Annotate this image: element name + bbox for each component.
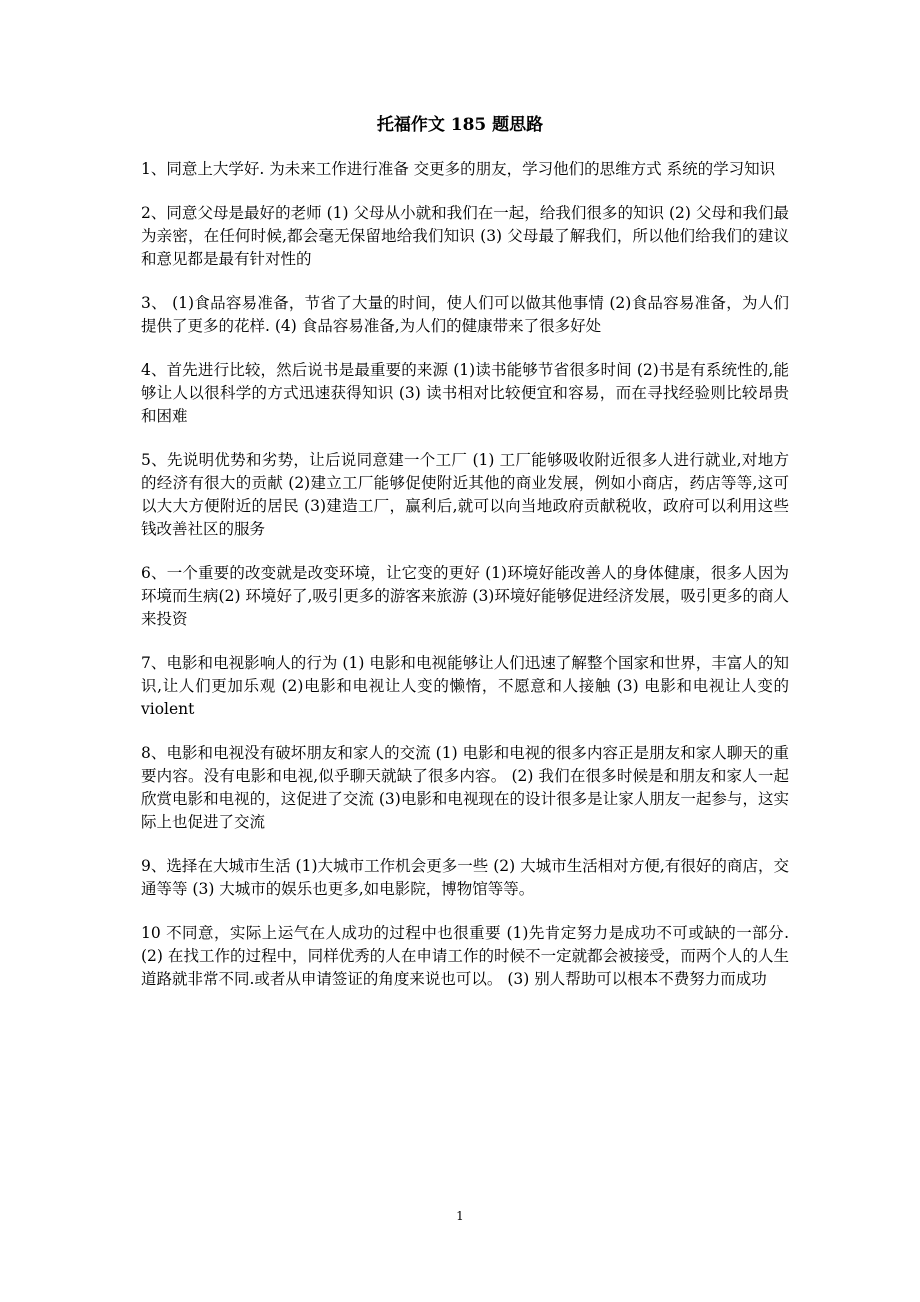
paragraph-4: 4、首先进行比较，然后说书是最重要的来源 (1)读书能够节省很多时间 (2)书是有系统性的,能够让人以很科学的方式迅速获得知识 (3) 读书相对比较便宜和容易，而在寻找经验则比较昂贵和困难 (141, 361, 789, 425)
document-body (141, 158, 789, 1012)
paragraph-10: 10 不同意，实际上运气在人成功的过程中也很重要 (1)先肯定努力是成功不可或缺的一部分. (2) 在找工作的过程中，同样优秀的人在申请工作的时候不一定就都会被接受，而两个人的人生道路就非常不同.或者从申请签证的角度来说也可以。 (3) 别人帮助可以根本不费努力而成功 (141, 924, 789, 988)
paragraph-8: 8、电影和电视没有破坏朋友和家人的交流 (1) 电影和电视的很多内容正是朋友和家人聊天的重要内容。没有电影和电视,似乎聊天就缺了很多内容。 (2) 我们在很多时候是和朋友和家人一起欣赏电影和电视的，这促进了交流 (3)电影和电视现在的设计很多是让家人朋友一起参与，这实际上也促进了交流 (141, 744, 789, 831)
paragraph-3: 3、 (1)食品容易准备，节省了大量的时间，使人们可以做其他事情 (2)食品容易准备，为人们提供了更多的花样. (4) 食品容易准备,为人们的健康带来了很多好处 (141, 294, 789, 335)
paragraph-9: 9、选择在大城市生活 (1)大城市工作机会更多一些 (2) 大城市生活相对方便,有很好的商店，交通等等 (3) 大城市的娱乐也更多,如电影院，博物馆等等。 (141, 857, 789, 898)
paragraph-6: 6、一个重要的改变就是改变环境，让它变的更好 (1)环境好能改善人的身体健康，很多人因为环境而生病(2) 环境好了,吸引更多的游客来旅游 (3)环境好能够促进经济发展，吸引更多的商人来投资 (141, 564, 789, 628)
paragraph-1: 1、同意上大学好. 为未来工作进行准备 交更多的朋友，学习他们的思维方式 系统的学习知识 (141, 160, 776, 178)
paragraph-7: 7、电影和电视影响人的行为 (1) 电影和电视能够让人们迅速了解整个国家和世界，丰富人的知识,让人们更加乐观 (2)电影和电视让人变的懒惰，不愿意和人接触 (3) 电影和电视让人变的 violent (141, 654, 789, 718)
page-title: 托福作文 185 题思路 (376, 115, 544, 135)
page-number: 1 (456, 1209, 464, 1223)
paragraph-2: 2、同意父母是最好的老师 (1) 父母从小就和我们在一起，给我们很多的知识 (2) 父母和我们最为亲密，在任何时候,都会毫无保留地给我们知识 (3) 父母最了解我们，所以他们给我们的建议和意见都是最有针对性的 (141, 204, 789, 268)
paragraph-5: 5、先说明优势和劣势，让后说同意建一个工厂 (1) 工厂能够吸收附近很多人进行就业,对地方的经济有很大的贡献 (2)建立工厂能够促使附近其他的商业发展，例如小商店，药店等等,这可以大大方便附近的居民 (3)建造工厂，赢利后,就可以向当地政府贡献税收，政府可以利用这些钱改善社区的服务 (141, 451, 789, 538)
